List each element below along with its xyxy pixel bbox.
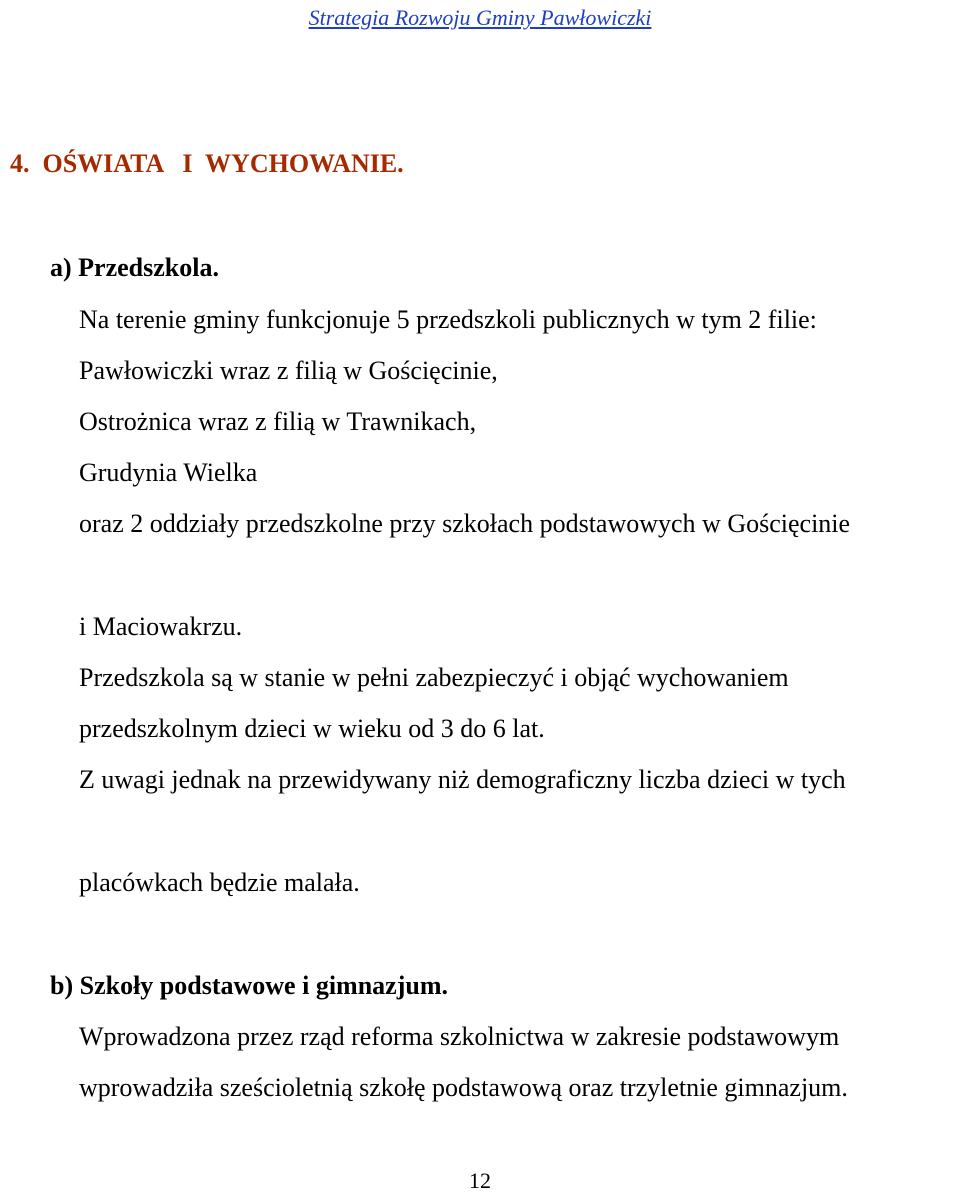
paragraph-line: Przedszkola są w stanie w pełni zabezpieczyć i objąć wychowaniem [79, 663, 789, 692]
paragraph-line: placówkach będzie malała. [79, 868, 360, 897]
paragraph-line: Z uwagi jednak na przewidywany niż demograficzny liczba dzieci w tych [79, 765, 846, 794]
paragraph-line: Pawłowiczki wraz z filią w Gościęcinie, [79, 356, 498, 385]
paragraph-line: wprowadziła sześcioletnią szkołę podstawową oraz trzyletnie gimnazjum. [79, 1073, 848, 1102]
paragraph-line: Na terenie gminy funkcjonuje 5 przedszkoli publicznych w tym 2 filie: [79, 305, 817, 334]
paragraph-line: Grudynia Wielka [79, 458, 258, 487]
paragraph-line: i Maciowakrzu. [79, 612, 243, 641]
paragraph-line: oraz 2 oddziały przedszkolne przy szkołach podstawowych w Gościęcinie [79, 509, 851, 538]
paragraph-line: przedszkolnym dzieci w wieku od 3 do 6 lat. [79, 714, 545, 743]
page-header-title: Strategia Rozwoju Gminy Pawłowiczki [308, 5, 652, 30]
section-heading-kindergartens: a) Przedszkola. [50, 253, 219, 282]
section-heading-schools: b) Szkoły podstawowe i gimnazjum. [50, 971, 448, 1000]
paragraph-line: Wprowadzona przez rząd reforma szkolnictwa w zakresie podstawowym [79, 1022, 840, 1051]
paragraph-line: Ostrożnica wraz z filią w Trawnikach, [79, 407, 477, 436]
page-number: 12 [469, 1168, 491, 1193]
chapter-heading: 4. OŚWIATA I WYCHOWANIE. [10, 149, 404, 178]
